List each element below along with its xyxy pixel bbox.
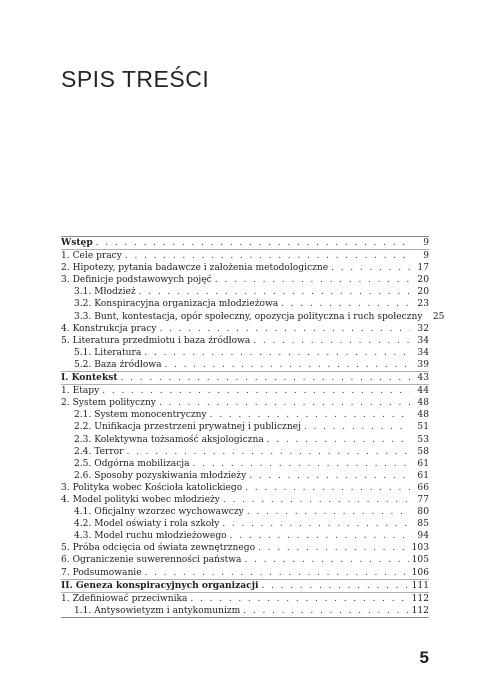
toc-entry-title: 3.1. Młodzież bbox=[74, 287, 136, 298]
toc-entry-page: 48 bbox=[417, 410, 429, 421]
toc-entry-page: 48 bbox=[417, 398, 429, 409]
dot-leader bbox=[121, 372, 410, 384]
toc-entry-title: I. Kontekst bbox=[61, 372, 118, 384]
toc-entry-page: 112 bbox=[411, 593, 429, 604]
toc-entry bbox=[61, 298, 429, 310]
toc-entry-page: 32 bbox=[417, 323, 429, 334]
toc-entry-page: 66 bbox=[417, 482, 429, 493]
dot-leader bbox=[144, 347, 410, 359]
toc-entry-title: 4. Konstrukcja pracy bbox=[61, 323, 157, 334]
toc-entry-page: 85 bbox=[417, 519, 429, 530]
toc-entry-title: 5.2. Baza źródłowa bbox=[74, 359, 162, 370]
toc-entry-title: 3. Definicje podstawowych pojęć bbox=[61, 275, 212, 286]
dot-leader bbox=[145, 567, 409, 579]
toc-entry-page: 112 bbox=[411, 605, 429, 616]
table-of-contents bbox=[61, 236, 445, 618]
dot-leader bbox=[261, 580, 408, 592]
toc-entry-title: 6. Ograniczenie suwerenności państwa bbox=[61, 555, 242, 566]
toc-entry bbox=[61, 323, 429, 335]
toc-section-entry bbox=[61, 579, 429, 592]
dot-leader bbox=[304, 421, 410, 433]
toc-entry-title: 1. Etapy bbox=[61, 386, 100, 397]
toc-entry-page: 9 bbox=[423, 251, 429, 262]
toc-entry-title: 4. Model polityki wobec młodzieży bbox=[61, 494, 220, 505]
toc-entry-title: 2.1. System monocentryczny bbox=[74, 410, 207, 421]
toc-entry-title: II. Geneza konspiracyjnych organizacji bbox=[61, 579, 259, 591]
dot-leader bbox=[258, 542, 409, 554]
toc-entry-title: 2.4. Terror bbox=[74, 446, 124, 457]
toc-entry bbox=[61, 311, 445, 323]
toc-entry-page: 34 bbox=[417, 335, 429, 346]
toc-entry-title: 1.1. Antysowietyzm i antykomunizm bbox=[74, 605, 241, 616]
page-title: SPIS TREŚCI bbox=[61, 66, 210, 92]
toc-entry-title: 5. Próba odcięcia od świata zewnętrznego bbox=[61, 543, 256, 554]
toc-entry-page: 25 bbox=[432, 311, 445, 322]
dot-leader bbox=[244, 554, 408, 566]
toc-entry-title: Wstęp bbox=[61, 237, 93, 248]
dot-leader bbox=[247, 506, 410, 518]
dot-leader bbox=[210, 409, 410, 421]
toc-entry bbox=[61, 567, 429, 579]
toc-entry bbox=[61, 249, 429, 262]
toc-entry bbox=[61, 274, 429, 286]
toc-entry-title: 3.2. Konspiracyjna organizacja młodzieżowa bbox=[74, 299, 279, 310]
page-number: 5 bbox=[419, 648, 429, 667]
toc-entry bbox=[61, 542, 429, 554]
toc-entry-page: 20 bbox=[417, 287, 429, 298]
toc-entry-title: 4.1. Oficjalny wzorzec wychowawczy bbox=[74, 507, 244, 518]
toc-entry-page: 17 bbox=[417, 263, 429, 274]
toc-entry bbox=[61, 262, 429, 274]
toc-entry-page: 51 bbox=[417, 422, 429, 433]
dot-leader bbox=[331, 262, 410, 274]
toc-entry bbox=[61, 397, 429, 409]
dot-leader bbox=[230, 530, 410, 542]
toc-entry bbox=[61, 458, 429, 470]
toc-entry-page: 44 bbox=[417, 386, 429, 397]
toc-entry-page: 105 bbox=[411, 555, 429, 566]
toc-entry-page: 80 bbox=[417, 507, 429, 518]
toc-entry-page: 20 bbox=[417, 275, 429, 286]
toc-entry bbox=[61, 446, 429, 458]
toc-entry-page: 106 bbox=[411, 567, 429, 578]
dot-leader bbox=[223, 494, 410, 506]
toc-entry-page: 9 bbox=[423, 238, 429, 248]
toc-entry-title: 3.3. Bunt, kontestacja, opór społeczny, opozycja polityczna i ruch społeczny bbox=[74, 311, 423, 322]
dot-leader bbox=[139, 286, 410, 298]
toc-entry bbox=[61, 286, 429, 298]
toc-section-entry bbox=[61, 371, 429, 384]
dot-leader bbox=[96, 237, 410, 249]
toc-entry bbox=[61, 494, 429, 506]
toc-entry-title: 1. Cele pracy bbox=[61, 251, 122, 262]
dot-leader bbox=[249, 470, 410, 482]
toc-entry bbox=[61, 434, 429, 446]
toc-entry-page: 77 bbox=[417, 494, 429, 505]
toc-entry-title: 4.2. Model oświaty i rola szkoły bbox=[74, 519, 220, 530]
dot-leader bbox=[245, 482, 410, 494]
toc-entry bbox=[61, 530, 429, 542]
toc-entry bbox=[61, 384, 429, 397]
toc-entry-title: 2. Hipotezy, pytania badawcze i założenia metodologiczne bbox=[61, 263, 329, 274]
toc-entry-page: 53 bbox=[417, 434, 429, 445]
toc-entry-title: 5.1. Literatura bbox=[74, 347, 142, 358]
toc-entry bbox=[61, 359, 429, 371]
dot-leader bbox=[190, 593, 408, 605]
toc-entry-page: 58 bbox=[417, 446, 429, 457]
toc-entry bbox=[61, 335, 429, 347]
toc-entry-title: 1. Zdefiniować przeciwnika bbox=[61, 593, 188, 604]
toc-entry-page: 23 bbox=[417, 299, 429, 310]
toc-entry-page: 103 bbox=[411, 543, 429, 554]
dot-leader bbox=[159, 397, 410, 409]
dot-leader bbox=[102, 385, 410, 397]
toc-entry-page: 39 bbox=[417, 359, 429, 370]
toc-entry-page: 43 bbox=[417, 373, 429, 384]
toc-entry-title: 4.3. Model ruchu młodzieżowego bbox=[74, 531, 227, 542]
toc-entry bbox=[61, 554, 429, 566]
toc-section-entry bbox=[61, 237, 429, 249]
toc-entry-page: 61 bbox=[417, 458, 429, 469]
toc-entry-title: 2. System polityczny bbox=[61, 398, 156, 409]
dot-leader bbox=[222, 518, 410, 530]
dot-leader bbox=[160, 323, 410, 335]
toc-entry bbox=[61, 506, 429, 518]
dot-leader bbox=[267, 434, 410, 446]
toc-entry bbox=[61, 409, 429, 421]
toc-entry bbox=[61, 421, 429, 433]
toc-entry bbox=[61, 482, 429, 494]
dot-leader bbox=[253, 335, 410, 347]
toc-entry-title: 2.2. Unifikacja przestrzeni prywatnej i publicznej bbox=[74, 422, 301, 433]
dot-leader bbox=[127, 446, 410, 458]
toc-entry-title: 3. Polityka wobec Kościoła katolickiego bbox=[61, 482, 243, 493]
dot-leader bbox=[243, 605, 408, 617]
dot-leader bbox=[193, 458, 410, 470]
toc-entry-title: 5. Literatura przedmiotu i baza źródłowa bbox=[61, 335, 251, 346]
toc-entry bbox=[61, 347, 429, 359]
toc-entry-title: 2.5. Odgórna mobilizacja bbox=[74, 458, 190, 469]
dot-leader bbox=[281, 298, 410, 310]
dot-leader bbox=[125, 250, 410, 262]
dot-leader bbox=[165, 359, 410, 371]
toc-entry bbox=[61, 518, 429, 530]
toc-entry-page: 111 bbox=[411, 580, 429, 591]
toc-entry bbox=[61, 605, 429, 617]
toc-entry-page: 61 bbox=[417, 470, 429, 481]
dot-leader bbox=[215, 274, 410, 286]
toc-entry bbox=[61, 592, 429, 605]
toc-entry-page: 34 bbox=[417, 347, 429, 358]
toc-entry-title: 2.3. Kolektywna tożsamość aksjologiczna bbox=[74, 434, 264, 445]
toc-entry-page: 94 bbox=[417, 531, 429, 542]
toc-entry-title: 7. Podsumowanie bbox=[61, 567, 142, 578]
toc-entry bbox=[61, 470, 429, 482]
toc-entry-title: 2.6. Sposoby pozyskiwania młodzieży bbox=[74, 470, 247, 481]
